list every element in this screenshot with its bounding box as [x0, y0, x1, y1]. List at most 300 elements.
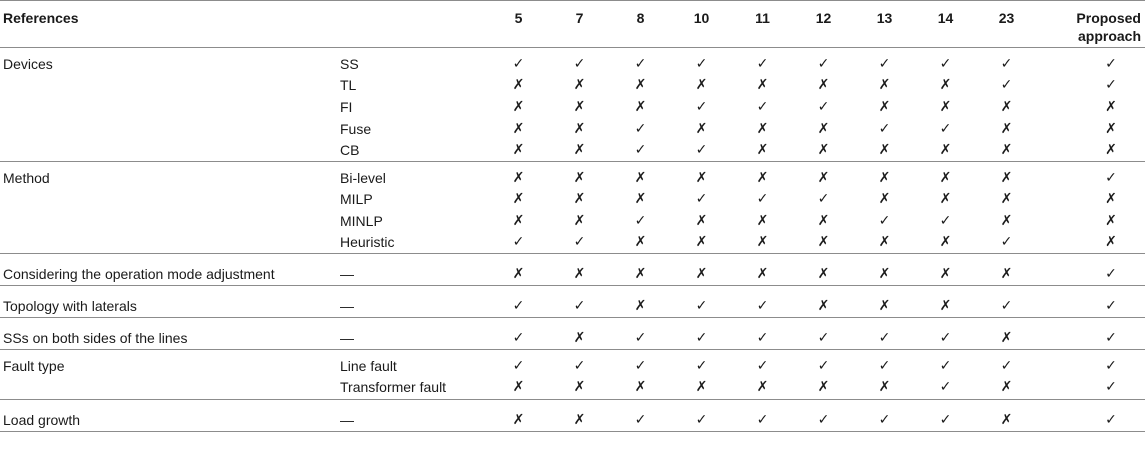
check-icon: ✓ — [939, 212, 952, 229]
check-mark-cell — [671, 48, 732, 76]
cross-mark-cell — [793, 161, 854, 189]
header-ref-5: 5 — [488, 1, 549, 48]
cross-icon: ✗ — [939, 191, 952, 208]
cross-icon: ✗ — [817, 298, 830, 315]
check-mark-cell — [732, 399, 793, 431]
cross-mark-cell — [1037, 189, 1145, 211]
check-icon: ✓ — [512, 298, 525, 315]
check-icon: ✓ — [1105, 298, 1117, 315]
cross-icon: ✗ — [756, 234, 769, 251]
cross-mark-cell — [793, 211, 854, 233]
cross-icon: ✗ — [1105, 141, 1117, 158]
table-row — [0, 318, 1145, 350]
check-icon: ✓ — [939, 379, 952, 396]
cross-icon: ✗ — [817, 141, 830, 158]
feature-cell: Method — [3, 170, 50, 187]
cross-mark-cell — [549, 399, 610, 431]
cross-icon: ✗ — [634, 77, 647, 94]
cross-icon: ✗ — [1000, 141, 1013, 158]
cross-icon: ✗ — [817, 379, 830, 396]
check-mark-cell — [793, 399, 854, 431]
check-icon: ✓ — [939, 56, 952, 73]
cross-mark-cell — [732, 232, 793, 254]
cross-icon: ✗ — [817, 234, 830, 251]
table-row — [0, 254, 1145, 286]
check-mark-cell — [671, 286, 732, 318]
header-references: References — [0, 1, 338, 48]
feature-cell: Load growth — [0, 399, 338, 431]
check-icon: ✓ — [695, 358, 708, 375]
cross-mark-cell — [854, 286, 915, 318]
subcategory-cell: Bi-level — [340, 170, 386, 187]
header-subcategory — [338, 1, 488, 48]
check-mark-cell — [793, 48, 854, 76]
check-icon: ✓ — [1105, 56, 1117, 73]
cross-icon: ✗ — [573, 330, 586, 347]
table-row — [0, 118, 1145, 140]
check-icon: ✓ — [756, 98, 769, 115]
cross-mark-cell — [671, 161, 732, 189]
cross-icon: ✗ — [512, 411, 525, 428]
cross-mark-cell — [610, 189, 671, 211]
cross-mark-cell — [915, 140, 976, 162]
check-mark-cell — [610, 211, 671, 233]
table-row — [0, 377, 1145, 399]
check-icon: ✓ — [756, 298, 769, 315]
table-row — [0, 140, 1145, 162]
cross-icon: ✗ — [512, 212, 525, 229]
cross-icon: ✗ — [1105, 98, 1117, 115]
subcategory-cell: FI — [340, 98, 353, 115]
cross-mark-cell — [854, 140, 915, 162]
cross-mark-cell — [488, 254, 549, 286]
check-icon: ✓ — [573, 56, 586, 73]
cross-mark-cell — [976, 161, 1037, 189]
table-row — [0, 48, 1145, 76]
cross-mark-cell — [488, 377, 549, 399]
check-icon: ✓ — [634, 358, 647, 375]
cross-mark-cell — [488, 211, 549, 233]
table-row — [0, 97, 1145, 119]
feature-cell: SSs on both sides of the lines — [0, 318, 338, 350]
check-mark-cell — [488, 350, 549, 378]
feature-cell: Considering the operation mode adjustment — [0, 254, 338, 286]
cross-mark-cell — [854, 97, 915, 119]
check-icon: ✓ — [817, 411, 830, 428]
check-icon: ✓ — [1105, 266, 1117, 283]
check-mark-cell — [1037, 48, 1145, 76]
cross-mark-cell — [549, 189, 610, 211]
check-mark-cell — [915, 211, 976, 233]
cross-icon: ✗ — [1000, 98, 1013, 115]
cross-icon: ✗ — [1105, 120, 1117, 137]
check-icon: ✓ — [817, 191, 830, 208]
cross-mark-cell — [732, 377, 793, 399]
feature-cell — [0, 97, 338, 119]
check-mark-cell — [549, 286, 610, 318]
cross-mark-cell — [915, 232, 976, 254]
check-icon: ✓ — [939, 330, 952, 347]
cross-mark-cell — [915, 75, 976, 97]
subcategory-cell: — — [338, 254, 488, 286]
cross-mark-cell — [976, 254, 1037, 286]
check-icon: ✓ — [512, 56, 525, 73]
check-icon: ✓ — [1000, 298, 1013, 315]
feature-cell: Fault type — [3, 358, 65, 375]
cross-icon: ✗ — [939, 141, 952, 158]
cross-icon: ✗ — [573, 77, 586, 94]
cross-mark-cell — [549, 318, 610, 350]
check-mark-cell — [610, 318, 671, 350]
check-mark-cell — [610, 48, 671, 76]
cross-mark-cell — [732, 75, 793, 97]
cross-icon: ✗ — [1000, 191, 1013, 208]
cross-mark-cell — [610, 75, 671, 97]
check-icon: ✓ — [878, 56, 891, 73]
cross-icon: ✗ — [1000, 411, 1013, 428]
check-mark-cell — [915, 350, 976, 378]
check-icon: ✓ — [878, 358, 891, 375]
cross-mark-cell — [488, 161, 549, 189]
check-icon: ✓ — [756, 358, 769, 375]
cross-icon: ✗ — [1105, 191, 1117, 208]
check-mark-cell — [1037, 161, 1145, 189]
header-ref-10: 10 — [671, 1, 732, 48]
check-mark-cell — [854, 118, 915, 140]
cross-mark-cell — [793, 286, 854, 318]
cross-icon: ✗ — [512, 98, 525, 115]
check-mark-cell — [732, 189, 793, 211]
check-icon: ✓ — [573, 298, 586, 315]
cross-icon: ✗ — [512, 120, 525, 137]
cross-mark-cell — [915, 161, 976, 189]
subcategory-cell: — — [338, 286, 488, 318]
subcategory-cell: Fuse — [340, 120, 372, 137]
check-mark-cell — [1037, 286, 1145, 318]
cross-icon: ✗ — [634, 298, 647, 315]
table-header — [0, 1, 1145, 48]
cross-mark-cell — [610, 286, 671, 318]
cross-mark-cell — [549, 377, 610, 399]
cross-mark-cell — [976, 97, 1037, 119]
subcategory-cell: SS — [340, 56, 359, 73]
table-row — [0, 350, 1145, 378]
cross-icon: ✗ — [634, 379, 647, 396]
cross-mark-cell — [976, 189, 1037, 211]
cross-icon: ✗ — [695, 120, 708, 137]
check-icon: ✓ — [878, 411, 891, 428]
subcategory-cell: Line fault — [340, 358, 397, 375]
check-icon: ✓ — [756, 330, 769, 347]
cross-icon: ✗ — [512, 191, 525, 208]
table-row — [0, 161, 1145, 189]
header-proposed-line1: Proposed — [1076, 10, 1141, 26]
cross-mark-cell — [854, 254, 915, 286]
cross-icon: ✗ — [573, 411, 586, 428]
cross-mark-cell — [1037, 140, 1145, 162]
cross-mark-cell — [671, 254, 732, 286]
header-ref-11: 11 — [732, 1, 793, 48]
cross-mark-cell — [976, 211, 1037, 233]
header-ref-12: 12 — [793, 1, 854, 48]
check-mark-cell — [793, 97, 854, 119]
check-mark-cell — [671, 140, 732, 162]
check-icon: ✓ — [939, 358, 952, 375]
check-mark-cell — [732, 48, 793, 76]
table-row — [0, 75, 1145, 97]
subcategory-cell: — — [338, 318, 488, 350]
cross-icon: ✗ — [878, 170, 891, 187]
check-icon: ✓ — [512, 234, 525, 251]
check-icon: ✓ — [634, 411, 647, 428]
table-body — [0, 48, 1145, 432]
feature-cell — [0, 377, 338, 399]
cross-icon: ✗ — [695, 379, 708, 396]
cross-icon: ✗ — [817, 212, 830, 229]
cross-icon: ✗ — [1105, 234, 1117, 251]
check-mark-cell — [976, 48, 1037, 76]
cross-icon: ✗ — [634, 98, 647, 115]
subcategory-cell: MINLP — [340, 212, 383, 229]
cross-icon: ✗ — [512, 77, 525, 94]
cross-mark-cell — [976, 399, 1037, 431]
check-mark-cell — [854, 48, 915, 76]
check-mark-cell — [549, 350, 610, 378]
cross-mark-cell — [854, 189, 915, 211]
check-mark-cell — [671, 97, 732, 119]
cross-icon: ✗ — [878, 77, 891, 94]
cross-mark-cell — [488, 399, 549, 431]
check-icon: ✓ — [695, 411, 708, 428]
cross-icon: ✗ — [1000, 266, 1013, 283]
check-mark-cell — [976, 75, 1037, 97]
header-proposed-line2: approach — [1077, 28, 1141, 44]
feature-cell — [0, 118, 338, 140]
check-icon: ✓ — [817, 330, 830, 347]
subcategory-cell: Heuristic — [338, 232, 488, 254]
cross-icon: ✗ — [695, 212, 708, 229]
cross-icon: ✗ — [878, 379, 891, 396]
check-mark-cell — [793, 318, 854, 350]
check-mark-cell — [610, 118, 671, 140]
cross-mark-cell — [732, 254, 793, 286]
check-mark-cell — [854, 211, 915, 233]
check-mark-cell — [549, 48, 610, 76]
subcategory-cell: TL — [340, 77, 357, 94]
cross-icon: ✗ — [634, 234, 647, 251]
cross-icon: ✗ — [1000, 379, 1013, 396]
check-mark-cell — [915, 377, 976, 399]
cross-icon: ✗ — [939, 170, 952, 187]
cross-mark-cell — [793, 232, 854, 254]
cross-mark-cell — [732, 161, 793, 189]
check-mark-cell — [671, 318, 732, 350]
check-icon: ✓ — [817, 98, 830, 115]
cross-icon: ✗ — [817, 170, 830, 187]
cross-mark-cell — [610, 377, 671, 399]
check-icon: ✓ — [878, 120, 891, 137]
check-icon: ✓ — [695, 330, 708, 347]
cross-mark-cell — [671, 118, 732, 140]
check-mark-cell — [854, 318, 915, 350]
feature-cell — [0, 232, 338, 254]
table-row — [0, 211, 1145, 233]
check-mark-cell — [732, 97, 793, 119]
header-ref-14: 14 — [915, 1, 976, 48]
cross-mark-cell — [854, 161, 915, 189]
check-icon: ✓ — [634, 120, 647, 137]
cross-icon: ✗ — [1000, 212, 1013, 229]
check-icon: ✓ — [573, 358, 586, 375]
check-icon: ✓ — [695, 298, 708, 315]
check-icon: ✓ — [1000, 77, 1013, 94]
check-icon: ✓ — [817, 358, 830, 375]
check-icon: ✓ — [1105, 330, 1117, 347]
cross-icon: ✗ — [512, 141, 525, 158]
cross-icon: ✗ — [634, 191, 647, 208]
header-ref-13: 13 — [854, 1, 915, 48]
check-mark-cell — [976, 350, 1037, 378]
cross-mark-cell — [549, 75, 610, 97]
table-row — [0, 189, 1145, 211]
check-mark-cell — [610, 140, 671, 162]
cross-mark-cell — [793, 377, 854, 399]
feature-cell — [0, 75, 338, 97]
cross-icon: ✗ — [878, 191, 891, 208]
cross-icon: ✗ — [756, 212, 769, 229]
check-icon: ✓ — [1105, 358, 1117, 375]
check-icon: ✓ — [1105, 411, 1117, 428]
check-icon: ✓ — [695, 191, 708, 208]
check-icon: ✓ — [878, 212, 891, 229]
cross-icon: ✗ — [878, 234, 891, 251]
check-icon: ✓ — [512, 330, 525, 347]
check-mark-cell — [488, 286, 549, 318]
cross-mark-cell — [549, 97, 610, 119]
check-icon: ✓ — [634, 330, 647, 347]
cross-icon: ✗ — [939, 234, 952, 251]
cross-icon: ✗ — [695, 234, 708, 251]
check-icon: ✓ — [756, 191, 769, 208]
cross-mark-cell — [549, 211, 610, 233]
cross-icon: ✗ — [573, 170, 586, 187]
cross-mark-cell — [854, 232, 915, 254]
cross-icon: ✗ — [512, 266, 525, 283]
check-mark-cell — [671, 399, 732, 431]
header-ref-23: 23 — [976, 1, 1037, 48]
check-mark-cell — [610, 350, 671, 378]
check-mark-cell — [915, 48, 976, 76]
cross-mark-cell — [671, 211, 732, 233]
check-icon: ✓ — [939, 120, 952, 137]
check-mark-cell — [1037, 377, 1145, 399]
cross-icon: ✗ — [573, 191, 586, 208]
check-icon: ✓ — [756, 56, 769, 73]
check-icon: ✓ — [573, 234, 586, 251]
cross-icon: ✗ — [1105, 212, 1117, 229]
check-icon: ✓ — [634, 56, 647, 73]
check-icon: ✓ — [817, 56, 830, 73]
feature-cell: Devices — [3, 56, 53, 73]
cross-mark-cell — [915, 189, 976, 211]
check-mark-cell — [671, 350, 732, 378]
cross-icon: ✗ — [573, 98, 586, 115]
cross-mark-cell — [976, 318, 1037, 350]
check-mark-cell — [1037, 254, 1145, 286]
cross-mark-cell — [610, 161, 671, 189]
check-mark-cell — [1037, 318, 1145, 350]
cross-mark-cell — [976, 377, 1037, 399]
check-mark-cell — [1037, 350, 1145, 378]
cross-mark-cell — [915, 97, 976, 119]
cross-mark-cell — [610, 254, 671, 286]
check-mark-cell — [793, 350, 854, 378]
cross-mark-cell — [1037, 232, 1145, 254]
check-icon: ✓ — [1000, 56, 1013, 73]
check-mark-cell — [732, 286, 793, 318]
check-mark-cell — [1037, 399, 1145, 431]
cross-icon: ✗ — [878, 266, 891, 283]
cross-icon: ✗ — [939, 298, 952, 315]
subcategory-cell: — — [338, 399, 488, 431]
cross-icon: ✗ — [573, 120, 586, 137]
check-mark-cell — [854, 350, 915, 378]
cross-mark-cell — [976, 140, 1037, 162]
cross-icon: ✗ — [695, 170, 708, 187]
cross-icon: ✗ — [756, 120, 769, 137]
cross-mark-cell — [1037, 118, 1145, 140]
check-mark-cell — [610, 399, 671, 431]
cross-mark-cell — [549, 140, 610, 162]
check-mark-cell — [976, 232, 1037, 254]
cross-icon: ✗ — [756, 379, 769, 396]
cross-icon: ✗ — [878, 98, 891, 115]
cross-icon: ✗ — [939, 266, 952, 283]
check-mark-cell — [671, 189, 732, 211]
header-ref-7: 7 — [549, 1, 610, 48]
cross-mark-cell — [793, 140, 854, 162]
check-icon: ✓ — [1105, 77, 1117, 94]
cross-icon: ✗ — [939, 98, 952, 115]
check-mark-cell — [488, 48, 549, 76]
check-icon: ✓ — [634, 141, 647, 158]
cross-mark-cell — [610, 97, 671, 119]
table-row — [0, 286, 1145, 318]
check-icon: ✓ — [878, 330, 891, 347]
table-row — [0, 399, 1145, 431]
cross-mark-cell — [610, 232, 671, 254]
cross-mark-cell — [793, 118, 854, 140]
cross-mark-cell — [671, 75, 732, 97]
cross-icon: ✗ — [1000, 170, 1013, 187]
cross-icon: ✗ — [817, 266, 830, 283]
check-mark-cell — [549, 232, 610, 254]
cross-icon: ✗ — [634, 170, 647, 187]
cross-mark-cell — [488, 118, 549, 140]
cross-icon: ✗ — [1000, 330, 1013, 347]
cross-icon: ✗ — [817, 120, 830, 137]
feature-cell — [0, 189, 338, 211]
cross-mark-cell — [488, 140, 549, 162]
cross-icon: ✗ — [512, 170, 525, 187]
cross-mark-cell — [793, 254, 854, 286]
check-mark-cell — [732, 350, 793, 378]
cross-mark-cell — [976, 118, 1037, 140]
cross-mark-cell — [732, 118, 793, 140]
cross-mark-cell — [793, 75, 854, 97]
cross-mark-cell — [488, 189, 549, 211]
header-proposed-approach — [1037, 1, 1145, 48]
